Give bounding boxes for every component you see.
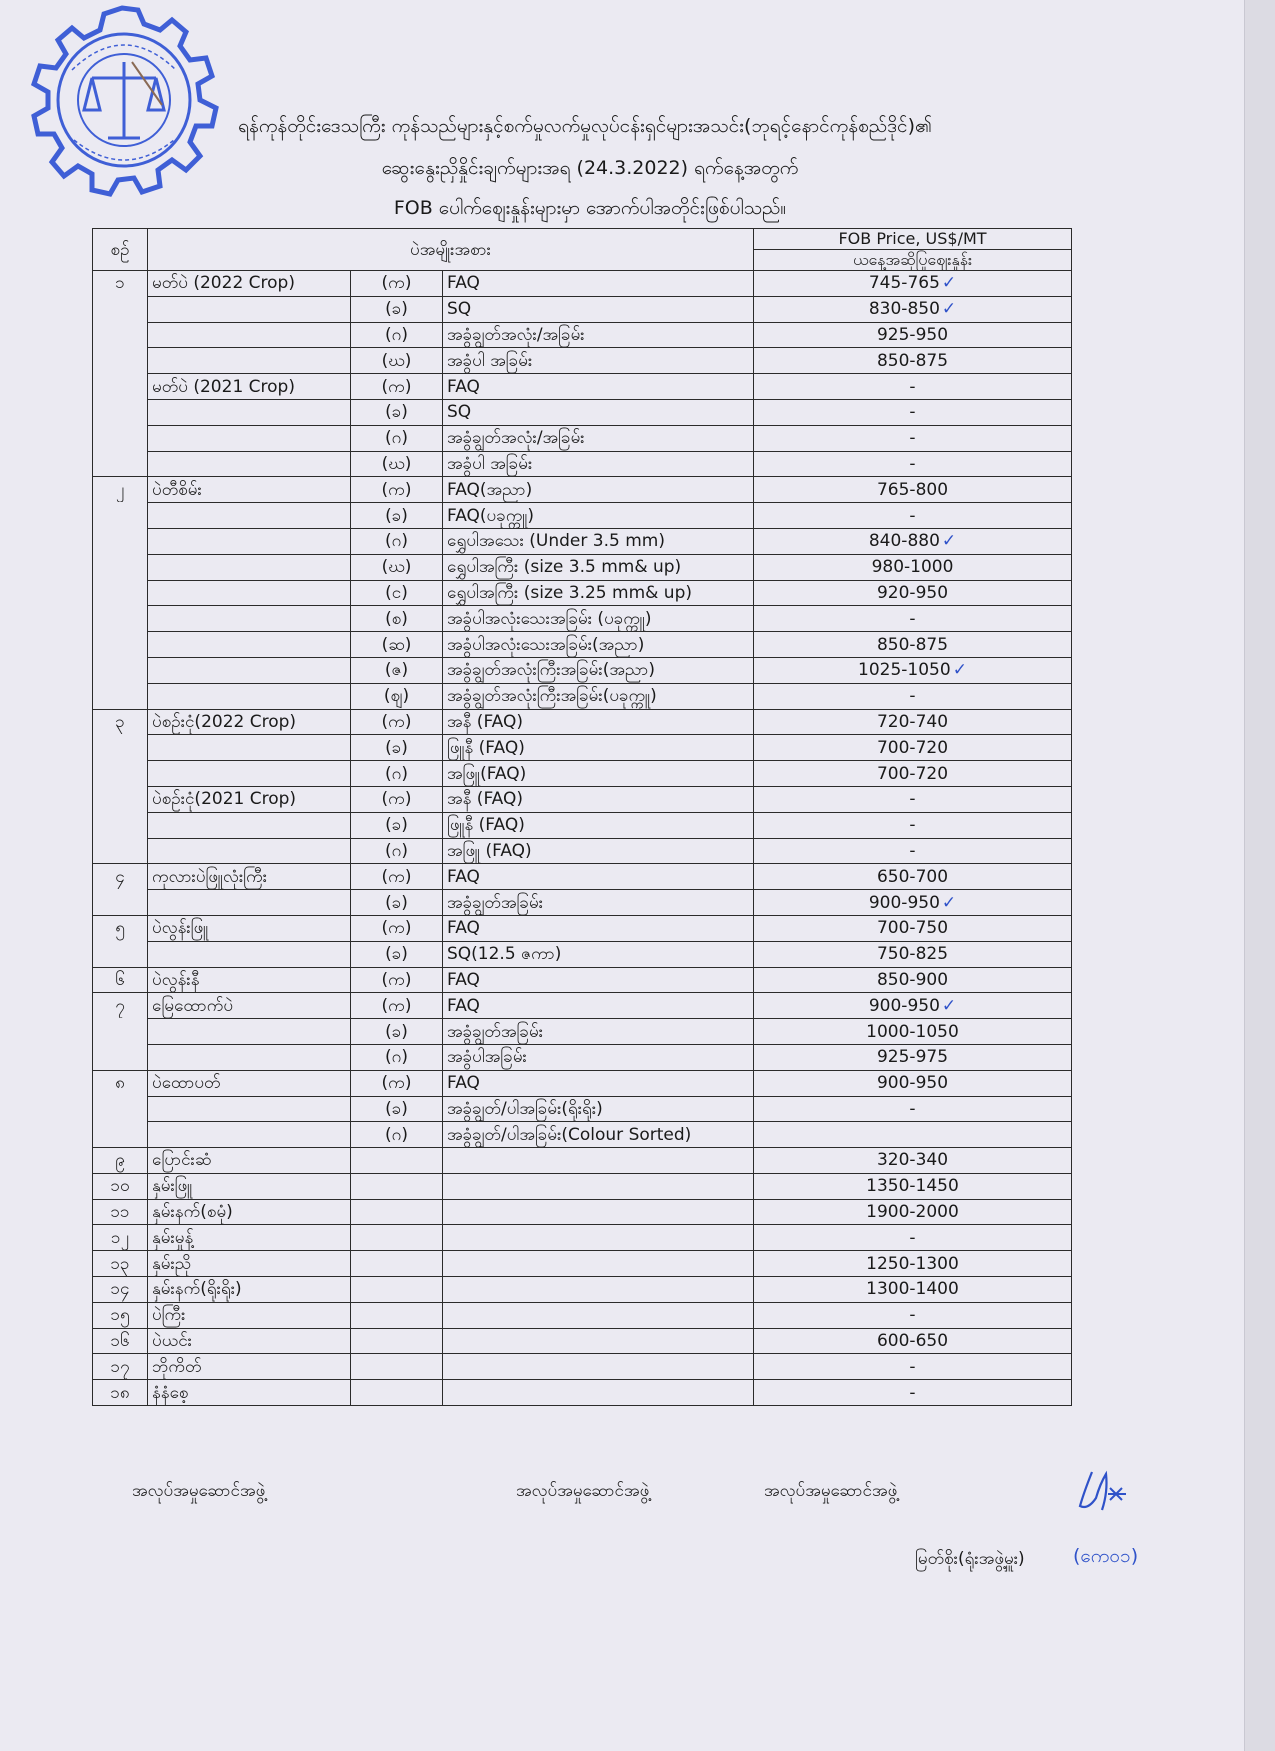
col-header-price-bottom: ယနေ့အဆိုပြုဈေးနှုန်း xyxy=(754,250,1072,271)
row-price: 700-720 xyxy=(754,735,1072,761)
row-grade: အခွံပါအလုံးသေးအခြမ်း(အညာ) xyxy=(443,632,754,658)
row-number: ၇ xyxy=(93,993,148,1019)
col-header-no: စဉ် xyxy=(93,229,148,271)
row-price: 1350-1450 xyxy=(754,1173,1072,1199)
row-grade xyxy=(443,1225,754,1251)
row-grade: အခွံချွတ်အလုံး/အခြမ်း xyxy=(443,322,754,348)
row-number xyxy=(93,374,148,400)
row-crop-name xyxy=(148,503,351,529)
row-crop-name xyxy=(148,580,351,606)
table-row xyxy=(93,683,1072,709)
row-price: - xyxy=(754,1354,1072,1380)
header-line-1: ရန်ကုန်တိုင်းဒေသကြီး ကုန်သည်များနှင့်စက်မှုလက်မှုလုပ်ငန်းရှင်များအသင်း(ဘုရင့်နောင်ကုန်စည်ဒိုင်)၏ xyxy=(238,115,932,137)
row-number xyxy=(93,606,148,632)
row-grade: အဖြူ(FAQ) xyxy=(443,761,754,787)
row-number xyxy=(93,1096,148,1122)
row-number: ၁၄ xyxy=(93,1277,148,1303)
row-grade xyxy=(443,1380,754,1406)
row-number: ၆ xyxy=(93,967,148,993)
table-row xyxy=(93,838,1072,864)
row-crop-name xyxy=(148,1019,351,1045)
row-grade-letter: (က) xyxy=(351,993,443,1019)
row-crop-name: ပဲလွန်းဖြူ xyxy=(148,915,351,941)
row-number: ၁ xyxy=(93,271,148,297)
row-price: 850-900 xyxy=(754,967,1072,993)
row-grade-letter: (က) xyxy=(351,477,443,503)
row-price: - xyxy=(754,1096,1072,1122)
row-grade: အခွံချွတ်အခြမ်း xyxy=(443,890,754,916)
row-grade-letter xyxy=(351,1302,443,1328)
table-row xyxy=(93,657,1072,683)
row-crop-name xyxy=(148,1122,351,1148)
table-row xyxy=(93,1173,1072,1199)
row-grade-letter: (က) xyxy=(351,786,443,812)
table-row xyxy=(93,554,1072,580)
row-price: 765-800 xyxy=(754,477,1072,503)
signature-label-2: အလုပ်အမှုဆောင်အဖွဲ့ xyxy=(516,1481,650,1501)
row-grade: FAQ xyxy=(443,967,754,993)
row-number xyxy=(93,528,148,554)
row-grade: FAQ xyxy=(443,993,754,1019)
row-grade: FAQ xyxy=(443,1070,754,1096)
table-row xyxy=(93,967,1072,993)
association-seal xyxy=(12,0,232,220)
row-number xyxy=(93,451,148,477)
row-crop-name xyxy=(148,528,351,554)
table-row xyxy=(93,606,1072,632)
row-number xyxy=(93,554,148,580)
row-price: 925-975 xyxy=(754,1044,1072,1070)
table-row xyxy=(93,993,1072,1019)
row-grade: အခွံချွတ်အလုံးကြီးအခြမ်း(အညာ) xyxy=(443,657,754,683)
row-grade-letter: (ဇ) xyxy=(351,657,443,683)
row-grade-letter: (ဃ) xyxy=(351,451,443,477)
row-grade-letter: (ခ) xyxy=(351,399,443,425)
row-grade-letter xyxy=(351,1225,443,1251)
table-row xyxy=(93,399,1072,425)
row-grade: အခွံချွတ်/ပါအခြမ်း(Colour Sorted) xyxy=(443,1122,754,1148)
row-crop-name: ပဲစဉ်းငုံ(2021 Crop) xyxy=(148,786,351,812)
row-grade-letter: (ခ) xyxy=(351,890,443,916)
page-edge xyxy=(1244,0,1275,1751)
row-price: - xyxy=(754,786,1072,812)
table-row xyxy=(93,632,1072,658)
checkmark-icon: ✓ xyxy=(941,995,957,1016)
row-price: - xyxy=(754,451,1072,477)
row-number: ၁၁ xyxy=(93,1199,148,1225)
checkmark-icon: ✓ xyxy=(941,892,957,913)
row-number: ၅ xyxy=(93,915,148,941)
row-crop-name: ပဲထောပတ် xyxy=(148,1070,351,1096)
row-grade-letter: (က) xyxy=(351,864,443,890)
row-crop-name xyxy=(148,399,351,425)
row-grade: အခွံပါအခြမ်း xyxy=(443,1044,754,1070)
signature-label-1: အလုပ်အမှုဆောင်အဖွဲ့ xyxy=(132,1481,266,1501)
col-header-price-top: FOB Price, US$/MT xyxy=(754,229,1072,250)
row-crop-name: ပဲယင်း xyxy=(148,1328,351,1354)
row-price: - xyxy=(754,812,1072,838)
row-crop-name xyxy=(148,425,351,451)
row-crop-name: နှမ်းနက်(စမုံ) xyxy=(148,1199,351,1225)
row-grade: အနီ (FAQ) xyxy=(443,786,754,812)
row-grade xyxy=(443,1277,754,1303)
row-crop-name xyxy=(148,554,351,580)
row-grade: ရွှေပါအကြီး (size 3.5 mm& up) xyxy=(443,554,754,580)
table-row xyxy=(93,812,1072,838)
row-price: 850-875 xyxy=(754,632,1072,658)
row-price: 830-850 ✓ xyxy=(754,296,1072,322)
row-number xyxy=(93,1019,148,1045)
row-grade-letter xyxy=(351,1277,443,1303)
row-price: 900-950 xyxy=(754,1070,1072,1096)
row-price xyxy=(754,1122,1072,1148)
row-crop-name: ဘိုကိတ် xyxy=(148,1354,351,1380)
row-crop-name xyxy=(148,838,351,864)
row-crop-name xyxy=(148,683,351,709)
row-number: ၃ xyxy=(93,709,148,735)
row-grade-letter: (ဆ) xyxy=(351,632,443,658)
row-number: ၁၃ xyxy=(93,1251,148,1277)
row-number xyxy=(93,632,148,658)
table-row xyxy=(93,1251,1072,1277)
row-grade-letter xyxy=(351,1380,443,1406)
table-row xyxy=(93,1354,1072,1380)
row-grade xyxy=(443,1148,754,1174)
row-price: 750-825 xyxy=(754,941,1072,967)
row-price: 980-1000 xyxy=(754,554,1072,580)
table-row xyxy=(93,1328,1072,1354)
table-row xyxy=(93,271,1072,297)
row-grade-letter: (ဈ) xyxy=(351,683,443,709)
row-grade: အခွံချွတ်အခြမ်း xyxy=(443,1019,754,1045)
row-price: 720-740 xyxy=(754,709,1072,735)
row-grade-letter: (ဂ) xyxy=(351,1122,443,1148)
row-price: - xyxy=(754,1380,1072,1406)
row-grade-letter: (ဂ) xyxy=(351,322,443,348)
row-price: - xyxy=(754,1302,1072,1328)
row-grade xyxy=(443,1199,754,1225)
row-grade-letter xyxy=(351,1148,443,1174)
row-crop-name xyxy=(148,322,351,348)
row-grade-letter: (ခ) xyxy=(351,1019,443,1045)
row-crop-name xyxy=(148,1044,351,1070)
row-number xyxy=(93,735,148,761)
row-price: - xyxy=(754,374,1072,400)
row-price: 900-950 ✓ xyxy=(754,890,1072,916)
header-line-3: FOB ပေါက်ဈေးနှုန်းများမှာ အောက်ပါအတိုင်းဖြစ်ပါသည်။ xyxy=(393,197,787,219)
row-grade: အခွံချွတ်/ပါအခြမ်း(ရိုးရိုး) xyxy=(443,1096,754,1122)
row-number: ၁၅ xyxy=(93,1302,148,1328)
row-grade: ဖြူနီ (FAQ) xyxy=(443,735,754,761)
row-crop-name: နှမ်းဖြူ xyxy=(148,1173,351,1199)
table-row xyxy=(93,296,1072,322)
col-header-type: ပဲအမျိုးအစား xyxy=(148,229,754,271)
checkmark-icon: ✓ xyxy=(941,531,957,552)
checkmark-icon: ✓ xyxy=(941,273,957,294)
table-row xyxy=(93,761,1072,787)
row-grade: SQ xyxy=(443,296,754,322)
row-grade-letter: (ခ) xyxy=(351,735,443,761)
row-grade-letter: (ဃ) xyxy=(351,348,443,374)
table-row xyxy=(93,864,1072,890)
row-grade-letter: (က) xyxy=(351,967,443,993)
row-number xyxy=(93,322,148,348)
row-grade: ရွှေပါအသေး (Under 3.5 mm) xyxy=(443,528,754,554)
row-price: 320-340 xyxy=(754,1148,1072,1174)
table-row xyxy=(93,1148,1072,1174)
table-row xyxy=(93,709,1072,735)
row-number xyxy=(93,838,148,864)
row-grade xyxy=(443,1302,754,1328)
price-table xyxy=(92,228,1072,1406)
row-crop-name xyxy=(148,812,351,838)
row-grade-letter xyxy=(351,1173,443,1199)
row-crop-name: မတ်ပဲ (2022 Crop) xyxy=(148,271,351,297)
handwritten-code: (ကေ၀၁) xyxy=(1073,1545,1139,1567)
row-price: - xyxy=(754,1225,1072,1251)
row-number: ၈ xyxy=(93,1070,148,1096)
row-grade: ရွှေပါအကြီး (size 3.25 mm& up) xyxy=(443,580,754,606)
row-number xyxy=(93,296,148,322)
row-number xyxy=(93,1044,148,1070)
table-row xyxy=(93,374,1072,400)
row-number: ၁၀ xyxy=(93,1173,148,1199)
row-grade: အခွံပါအလုံးသေးအခြမ်း (ပခုက္ကူ) xyxy=(443,606,754,632)
row-crop-name xyxy=(148,890,351,916)
row-crop-name: ပဲကြီး xyxy=(148,1302,351,1328)
row-price: 1900-2000 xyxy=(754,1199,1072,1225)
row-grade-letter: (ခ) xyxy=(351,296,443,322)
row-number: ၉ xyxy=(93,1148,148,1174)
row-number xyxy=(93,786,148,812)
handwritten-signature xyxy=(1070,1462,1140,1522)
row-number xyxy=(93,1122,148,1148)
table-row xyxy=(93,451,1072,477)
row-crop-name xyxy=(148,657,351,683)
row-price: 925-950 xyxy=(754,322,1072,348)
row-price: 650-700 xyxy=(754,864,1072,890)
table-row xyxy=(93,890,1072,916)
row-price: - xyxy=(754,606,1072,632)
row-price: 840-880 ✓ xyxy=(754,528,1072,554)
row-grade-letter: (ဂ) xyxy=(351,1044,443,1070)
row-grade-letter: (ခ) xyxy=(351,941,443,967)
table-row xyxy=(93,477,1072,503)
signature-label-3: အလုပ်အမှုဆောင်အဖွဲ့ xyxy=(764,1481,898,1501)
row-grade: အခွံပါ အခြမ်း xyxy=(443,348,754,374)
row-grade-letter: (ဂ) xyxy=(351,761,443,787)
row-crop-name: မြေထောက်ပဲ xyxy=(148,993,351,1019)
table-row xyxy=(93,1070,1072,1096)
table-row xyxy=(93,1277,1072,1303)
row-price: - xyxy=(754,399,1072,425)
table-row xyxy=(93,1096,1072,1122)
row-grade: SQ(12.5 ဇကာ) xyxy=(443,941,754,967)
row-number: ၁၇ xyxy=(93,1354,148,1380)
row-number xyxy=(93,761,148,787)
row-crop-name xyxy=(148,451,351,477)
table-row xyxy=(93,503,1072,529)
row-price: 850-875 xyxy=(754,348,1072,374)
row-grade-letter: (ဂ) xyxy=(351,838,443,864)
row-grade-letter: (ခ) xyxy=(351,812,443,838)
row-price: 700-720 xyxy=(754,761,1072,787)
row-grade-letter: (င) xyxy=(351,580,443,606)
row-grade-letter xyxy=(351,1328,443,1354)
table-row xyxy=(93,528,1072,554)
row-number xyxy=(93,503,148,529)
row-grade: FAQ xyxy=(443,374,754,400)
row-crop-name: နှမ်းညို xyxy=(148,1251,351,1277)
row-grade: FAQ xyxy=(443,864,754,890)
row-number xyxy=(93,657,148,683)
row-grade-letter: (ခ) xyxy=(351,1096,443,1122)
row-crop-name xyxy=(148,632,351,658)
row-number xyxy=(93,399,148,425)
row-grade: အခွံချွတ်အလုံးကြီးအခြမ်း(ပခုက္ကူ) xyxy=(443,683,754,709)
row-crop-name xyxy=(148,606,351,632)
row-price: 1000-1050 xyxy=(754,1019,1072,1045)
row-price: 600-650 xyxy=(754,1328,1072,1354)
row-grade: အဖြူ (FAQ) xyxy=(443,838,754,864)
row-crop-name xyxy=(148,348,351,374)
table-row xyxy=(93,1225,1072,1251)
row-grade: FAQ(ပခုက္ကူ) xyxy=(443,503,754,529)
header-line-2: ဆွေးနွေးညှိနှိုင်းချက်များအရ (24.3.2022) ရက်နေ့အတွက် xyxy=(381,157,799,179)
row-price: - xyxy=(754,425,1072,451)
row-grade-letter xyxy=(351,1251,443,1277)
table-row xyxy=(93,322,1072,348)
row-crop-name xyxy=(148,1096,351,1122)
row-grade: ဖြူနီ (FAQ) xyxy=(443,812,754,838)
table-row xyxy=(93,1019,1072,1045)
row-price: 900-950 ✓ xyxy=(754,993,1072,1019)
row-price: - xyxy=(754,838,1072,864)
row-number xyxy=(93,890,148,916)
row-crop-name: ပဲစဉ်းငုံ(2022 Crop) xyxy=(148,709,351,735)
row-grade-letter: (က) xyxy=(351,709,443,735)
checkmark-icon: ✓ xyxy=(952,660,967,681)
row-number: ၄ xyxy=(93,864,148,890)
row-grade-letter: (က) xyxy=(351,915,443,941)
row-grade: FAQ(အညာ) xyxy=(443,477,754,503)
row-grade: အခွံချွတ်အလုံး/အခြမ်း xyxy=(443,425,754,451)
row-number: ၁၆ xyxy=(93,1328,148,1354)
table-row xyxy=(93,786,1072,812)
table-row xyxy=(93,348,1072,374)
row-grade-letter: (ခ) xyxy=(351,503,443,529)
row-price: - xyxy=(754,683,1072,709)
table-row xyxy=(93,1044,1072,1070)
row-grade: SQ xyxy=(443,399,754,425)
checkmark-icon: ✓ xyxy=(941,299,957,320)
row-crop-name: ပဲတီစိမ်း xyxy=(148,477,351,503)
row-crop-name: ပဲလွန်းနီ xyxy=(148,967,351,993)
row-price: 1300-1400 xyxy=(754,1277,1072,1303)
row-crop-name: နှမ်းနက်(ရိုးရိုး) xyxy=(148,1277,351,1303)
table-row xyxy=(93,580,1072,606)
row-grade-letter: (က) xyxy=(351,1070,443,1096)
row-number: ၂ xyxy=(93,477,148,503)
row-crop-name: နံနံစေ့ xyxy=(148,1380,351,1406)
row-grade: FAQ xyxy=(443,271,754,297)
row-crop-name: ကုလားပဲဖြူလုံးကြီး xyxy=(148,864,351,890)
row-crop-name xyxy=(148,296,351,322)
row-grade-letter xyxy=(351,1354,443,1380)
row-price: 745-765 ✓ xyxy=(754,271,1072,297)
row-number xyxy=(93,580,148,606)
row-number: ၁၂ xyxy=(93,1225,148,1251)
table-row xyxy=(93,1380,1072,1406)
row-price: - xyxy=(754,503,1072,529)
table-row xyxy=(93,915,1072,941)
row-price: 1250-1300 xyxy=(754,1251,1072,1277)
row-grade xyxy=(443,1354,754,1380)
row-grade-letter xyxy=(351,1199,443,1225)
table-row xyxy=(93,941,1072,967)
table-row xyxy=(93,425,1072,451)
row-number xyxy=(93,812,148,838)
row-number xyxy=(93,425,148,451)
row-grade-letter: (စ) xyxy=(351,606,443,632)
table-row xyxy=(93,1302,1072,1328)
table-row xyxy=(93,1199,1072,1225)
row-grade: အခွံပါ အခြမ်း xyxy=(443,451,754,477)
row-price: 700-750 xyxy=(754,915,1072,941)
row-crop-name xyxy=(148,941,351,967)
row-crop-name xyxy=(148,761,351,787)
row-grade-letter: (က) xyxy=(351,271,443,297)
row-grade xyxy=(443,1328,754,1354)
row-grade xyxy=(443,1251,754,1277)
row-number: ၁၈ xyxy=(93,1380,148,1406)
row-grade-letter: (ဂ) xyxy=(351,425,443,451)
row-crop-name: မတ်ပဲ (2021 Crop) xyxy=(148,374,351,400)
row-crop-name: နှမ်းမှုန့် xyxy=(148,1225,351,1251)
office-head-label: မြတ်စိုး(ရုံးအဖွဲ့မှူး) xyxy=(915,1549,1025,1569)
row-crop-name xyxy=(148,735,351,761)
row-grade-letter: (ဃ) xyxy=(351,554,443,580)
row-number xyxy=(93,683,148,709)
row-grade: FAQ xyxy=(443,915,754,941)
row-grade-letter: (က) xyxy=(351,374,443,400)
row-grade: အနီ (FAQ) xyxy=(443,709,754,735)
row-price: 1025-1050 ✓ xyxy=(754,657,1072,683)
row-number xyxy=(93,348,148,374)
row-grade-letter: (ဂ) xyxy=(351,528,443,554)
row-crop-name: ပြောင်းဆံ xyxy=(148,1148,351,1174)
table-row xyxy=(93,1122,1072,1148)
row-price: 920-950 xyxy=(754,580,1072,606)
row-number xyxy=(93,941,148,967)
table-row xyxy=(93,735,1072,761)
row-grade xyxy=(443,1173,754,1199)
